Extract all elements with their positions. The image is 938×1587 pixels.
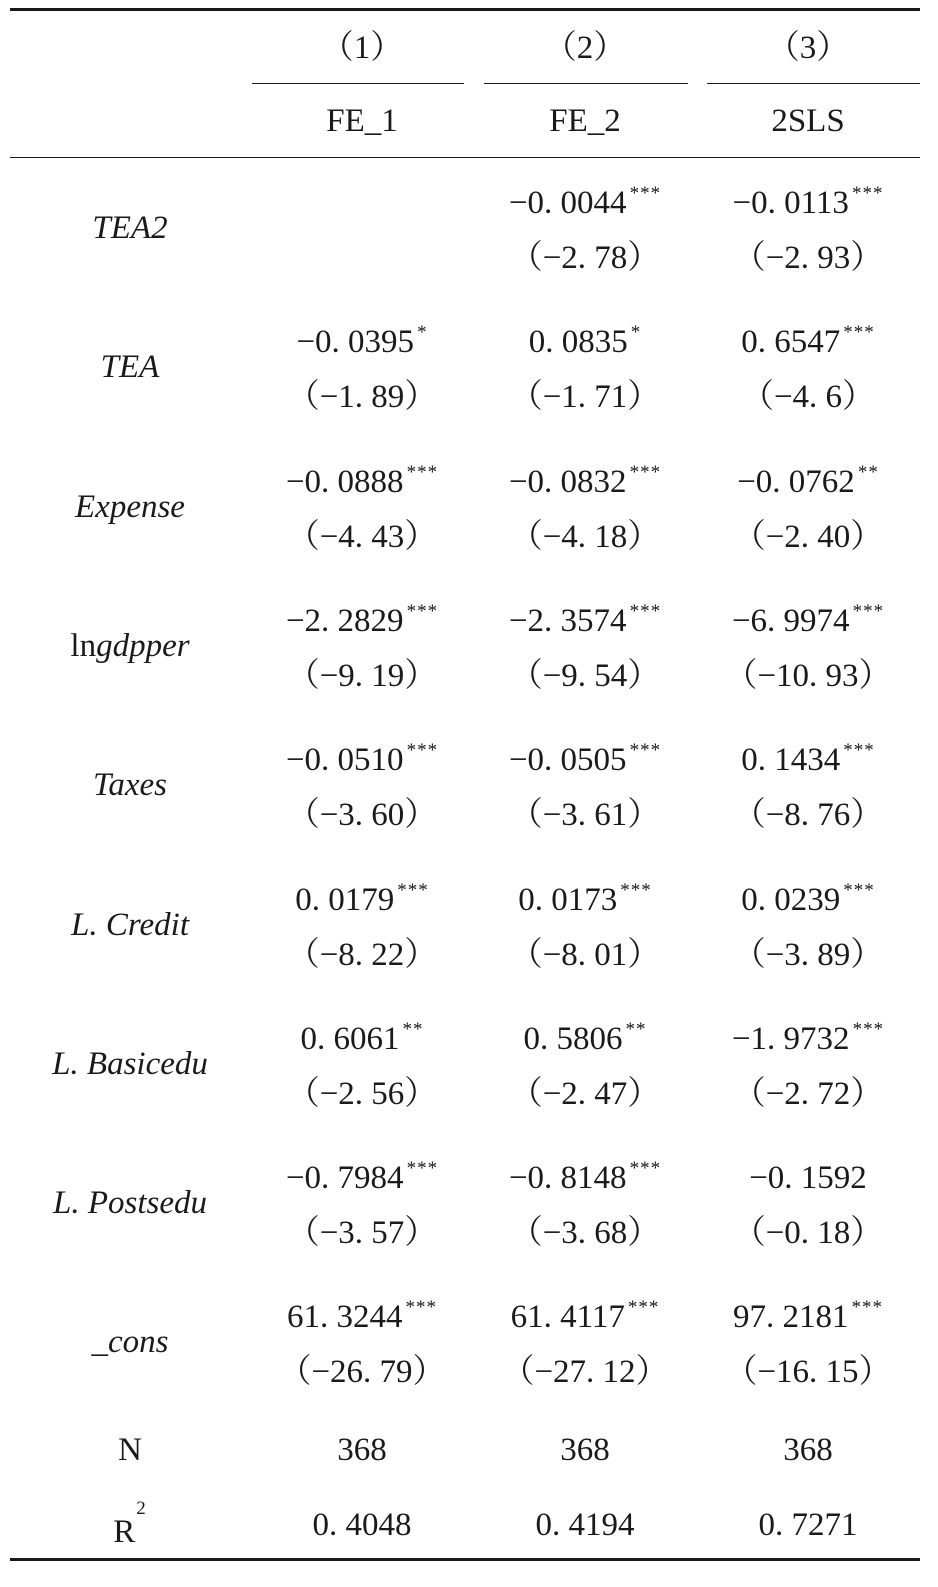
column-number: （1） bbox=[320, 30, 404, 66]
coefficient bbox=[251, 1158, 473, 1203]
significance-stars: *** bbox=[406, 1158, 439, 1180]
column-header: FE_2 bbox=[549, 103, 621, 139]
t-statistic: （−9. 54） bbox=[509, 657, 661, 694]
coefficient bbox=[251, 880, 473, 925]
coefficient-value: −0. 0505 bbox=[508, 742, 627, 779]
n-value: 368 bbox=[783, 1432, 833, 1468]
n-value: 368 bbox=[337, 1432, 387, 1468]
t-statistic: （−2. 40） bbox=[732, 518, 884, 555]
coefficient bbox=[251, 1019, 473, 1064]
coefficient-value: −0. 0044 bbox=[508, 185, 627, 221]
t-statistic: （−10. 93） bbox=[724, 657, 892, 694]
coefficient-value: −0. 0113 bbox=[732, 185, 849, 221]
variable-label bbox=[10, 626, 250, 666]
variable-name: TEA bbox=[100, 349, 160, 386]
significance-stars: *** bbox=[629, 600, 662, 622]
header-rule bbox=[10, 157, 920, 158]
t-statistic: （−2. 47） bbox=[509, 1075, 661, 1112]
coefficient-value: −6. 9974 bbox=[731, 602, 850, 639]
coefficient bbox=[697, 462, 919, 507]
column-underline bbox=[484, 83, 688, 84]
coefficient bbox=[697, 1297, 919, 1342]
n-label: N bbox=[118, 1432, 142, 1468]
t-statistic: （−2. 78） bbox=[509, 240, 661, 276]
coefficient-value: −0. 0888 bbox=[285, 463, 404, 500]
variable-prefix: ln bbox=[70, 627, 97, 664]
variable-name: L. Postsedu bbox=[52, 1185, 207, 1222]
t-statistic: （−2. 72） bbox=[732, 1075, 884, 1112]
coefficient-value: −0. 0832 bbox=[508, 463, 627, 500]
t-statistic: （−9. 19） bbox=[286, 657, 438, 694]
variable-label bbox=[10, 1183, 250, 1223]
coefficient bbox=[251, 462, 473, 507]
significance-stars: *** bbox=[843, 879, 875, 901]
significance-stars: *** bbox=[852, 600, 885, 622]
significance-stars: *** bbox=[627, 1297, 660, 1319]
coefficient-value: −0. 7984 bbox=[285, 1160, 404, 1197]
coefficient-value: 0. 0239 bbox=[741, 881, 841, 918]
top-rule bbox=[10, 8, 920, 11]
significance-stars: *** bbox=[852, 1018, 885, 1040]
significance-stars: ** bbox=[857, 461, 879, 483]
significance-stars: *** bbox=[397, 879, 429, 901]
coefficient bbox=[697, 740, 919, 785]
coefficient bbox=[251, 1297, 473, 1342]
significance-stars: *** bbox=[843, 322, 875, 344]
n-value: 368 bbox=[560, 1432, 610, 1468]
t-statistic: （−3. 68） bbox=[509, 1215, 661, 1252]
r-squared-value: 0. 7271 bbox=[758, 1507, 858, 1543]
variable-label bbox=[10, 905, 250, 945]
coefficient-value: −2. 2829 bbox=[285, 602, 404, 639]
variable-name: TEA2 bbox=[92, 210, 168, 246]
coefficient-value: 0. 6547 bbox=[741, 324, 841, 361]
variable-name: _cons bbox=[91, 1324, 169, 1361]
column-header: 2SLS bbox=[771, 103, 845, 139]
significance-stars: * bbox=[417, 322, 428, 344]
column-underline bbox=[252, 83, 464, 84]
coefficient-value: 0. 0835 bbox=[528, 324, 628, 361]
significance-stars: *** bbox=[629, 183, 662, 204]
significance-stars: *** bbox=[620, 879, 652, 901]
coefficient bbox=[474, 880, 696, 925]
coefficient bbox=[251, 322, 473, 367]
bottom-rule bbox=[10, 1558, 920, 1561]
variable-label bbox=[10, 765, 250, 805]
r-squared-label bbox=[10, 1498, 250, 1552]
variable-label bbox=[10, 208, 250, 248]
t-statistic: （−8. 22） bbox=[286, 936, 438, 973]
variable-name: Expense bbox=[75, 488, 185, 525]
variable-label bbox=[10, 487, 250, 527]
coefficient bbox=[697, 1019, 919, 1064]
significance-stars: *** bbox=[851, 183, 884, 204]
variable-label bbox=[10, 1322, 250, 1362]
coefficient-value: 97. 2181 bbox=[733, 1299, 849, 1336]
coefficient bbox=[697, 322, 919, 367]
significance-stars: * bbox=[630, 322, 642, 344]
r-squared-value: 0. 4048 bbox=[312, 1507, 412, 1543]
t-statistic: （−2. 93） bbox=[732, 240, 884, 276]
coefficient bbox=[697, 1158, 919, 1198]
t-statistic: （−8. 76） bbox=[732, 797, 884, 834]
variable-label bbox=[10, 1044, 250, 1084]
coefficient-value: −2. 3574 bbox=[508, 602, 627, 639]
variable-name: L. Credit bbox=[71, 906, 189, 943]
t-statistic: （−26. 79） bbox=[278, 1354, 446, 1391]
coefficient bbox=[474, 322, 696, 367]
significance-stars: *** bbox=[406, 461, 439, 483]
significance-stars: *** bbox=[405, 1297, 437, 1319]
significance-stars: *** bbox=[406, 600, 439, 622]
variable-label bbox=[10, 347, 250, 387]
coefficient-value: −0. 0395 bbox=[296, 324, 415, 361]
r-squared-letter: R bbox=[113, 1514, 136, 1550]
coefficient-value: 0. 1434 bbox=[741, 742, 841, 779]
significance-stars: *** bbox=[629, 461, 662, 483]
coefficient bbox=[697, 601, 919, 646]
coefficient-value: 61. 3244 bbox=[287, 1299, 403, 1336]
coefficient bbox=[474, 601, 696, 646]
coefficient bbox=[251, 740, 473, 785]
t-statistic: （−1. 89） bbox=[286, 379, 438, 416]
column-underline bbox=[707, 83, 920, 84]
coefficient-value: −0. 1592 bbox=[749, 1160, 867, 1197]
coefficient-value: 0. 6061 bbox=[300, 1020, 400, 1057]
significance-stars: *** bbox=[851, 1297, 883, 1319]
coefficient bbox=[474, 1297, 696, 1342]
coefficient bbox=[251, 601, 473, 646]
column-header: FE_1 bbox=[326, 103, 398, 139]
coefficient-value: −0. 0762 bbox=[737, 463, 855, 500]
coefficient-value: 0. 0173 bbox=[518, 881, 618, 918]
variable-name: L. Basicedu bbox=[52, 1045, 208, 1082]
t-statistic: （−3. 60） bbox=[286, 797, 438, 834]
t-statistic: （−2. 56） bbox=[286, 1075, 438, 1112]
coefficient bbox=[474, 740, 696, 785]
significance-stars: ** bbox=[625, 1018, 647, 1040]
coefficient-value: −0. 8148 bbox=[508, 1160, 627, 1197]
significance-stars: *** bbox=[629, 1158, 662, 1180]
t-statistic: （−0. 18） bbox=[732, 1215, 884, 1252]
t-statistic: （−27. 12） bbox=[501, 1354, 669, 1391]
coefficient-value: 61. 4117 bbox=[510, 1299, 625, 1336]
variable-name: gdpper bbox=[96, 627, 190, 664]
column-number: （3） bbox=[766, 30, 850, 66]
t-statistic: （−4. 6） bbox=[740, 379, 876, 416]
variable-name: Taxes bbox=[93, 767, 167, 804]
significance-stars: *** bbox=[406, 740, 439, 762]
t-statistic: （−4. 18） bbox=[509, 518, 661, 555]
t-statistic: （−3. 57） bbox=[286, 1215, 438, 1252]
coefficient-value: 0. 0179 bbox=[295, 881, 395, 918]
coefficient bbox=[474, 462, 696, 507]
t-statistic: （−1. 71） bbox=[509, 379, 661, 416]
coefficient-value: 0. 5806 bbox=[523, 1020, 623, 1057]
r-squared-superscript: 2 bbox=[136, 1498, 147, 1519]
significance-stars: *** bbox=[843, 740, 875, 762]
coefficient-value: −0. 0510 bbox=[285, 742, 404, 779]
coefficient-value: −1. 9732 bbox=[731, 1020, 850, 1057]
coefficient bbox=[697, 183, 919, 228]
coefficient bbox=[474, 183, 696, 228]
t-statistic: （−4. 43） bbox=[286, 518, 438, 555]
t-statistic: （−3. 61） bbox=[509, 797, 661, 834]
t-statistic: （−16. 15） bbox=[724, 1354, 892, 1391]
significance-stars: ** bbox=[402, 1018, 424, 1040]
column-number: （2） bbox=[543, 30, 627, 66]
t-statistic: （−3. 89） bbox=[732, 936, 884, 973]
coefficient bbox=[697, 880, 919, 925]
significance-stars: *** bbox=[629, 740, 662, 762]
t-statistic: （−8. 01） bbox=[509, 936, 661, 973]
coefficient bbox=[474, 1158, 696, 1203]
coefficient bbox=[474, 1019, 696, 1064]
r-squared-value: 0. 4194 bbox=[535, 1507, 635, 1543]
